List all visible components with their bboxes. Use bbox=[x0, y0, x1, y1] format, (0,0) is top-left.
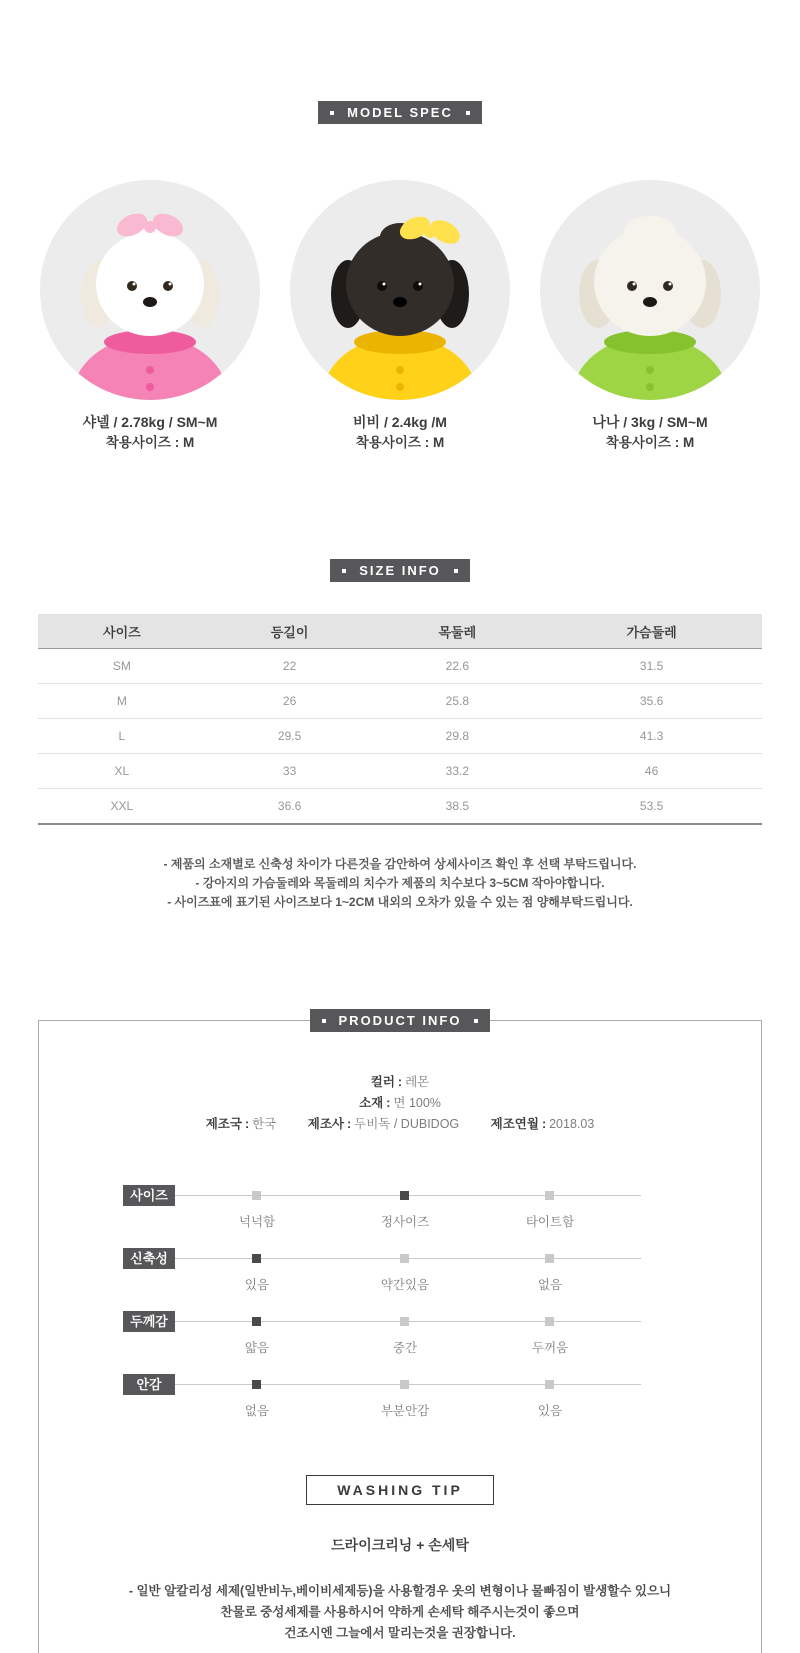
model-photo-chanel bbox=[40, 180, 260, 400]
indicator-label: 안감 bbox=[123, 1374, 175, 1395]
model-spec-title-box bbox=[318, 101, 482, 124]
indicator-label: 두께감 bbox=[123, 1311, 175, 1332]
cell: 46 bbox=[541, 754, 762, 789]
indicator-square bbox=[400, 1317, 409, 1326]
product-attributes bbox=[39, 1072, 761, 1135]
cell: 29.8 bbox=[373, 719, 541, 754]
indicator-square bbox=[545, 1191, 554, 1200]
cell: XL bbox=[38, 754, 206, 789]
indicator-row-thickness bbox=[39, 1311, 761, 1374]
size-table bbox=[38, 614, 762, 825]
material-label: 소재 bbox=[359, 1096, 384, 1110]
model-spec-title-bar bbox=[0, 101, 800, 124]
date-label: 제조연월 bbox=[490, 1117, 539, 1131]
indicator-square bbox=[545, 1380, 554, 1389]
model-wear-size: 착용사이즈 : M bbox=[605, 435, 695, 450]
dog-illustration-icon bbox=[40, 180, 260, 400]
cell: 22.6 bbox=[373, 649, 541, 684]
col-header-back-length: 등길이 bbox=[206, 614, 374, 649]
date-value: 2018.03 bbox=[549, 1117, 595, 1131]
maker-value: 두비독 / DUBIDOG bbox=[354, 1117, 460, 1131]
indicator-square bbox=[400, 1380, 409, 1389]
product-info-panel bbox=[38, 1013, 762, 1653]
cell: M bbox=[38, 684, 206, 719]
date-group: 제조연월 : 2018.03 bbox=[490, 1117, 595, 1131]
washing-note-line: - 일반 알칼리성 세제(일반비누,베이비세제등)을 사용할경우 옷의 변형이나 물빠짐이 발생할수 있으니 bbox=[128, 1584, 672, 1598]
table-row-xxl bbox=[38, 789, 762, 825]
cell: 25.8 bbox=[373, 684, 541, 719]
title-dot-icon bbox=[330, 111, 334, 115]
table-row-xl bbox=[38, 754, 762, 789]
table-row-sm bbox=[38, 649, 762, 684]
origin-label: 제조국 bbox=[205, 1117, 242, 1131]
indicator-row-lining bbox=[39, 1374, 761, 1437]
indicator-option: 있음 bbox=[537, 1404, 563, 1418]
indicator-option: 넉넉함 bbox=[238, 1215, 276, 1229]
cell: 53.5 bbox=[541, 789, 762, 825]
indicator-option: 정사이즈 bbox=[380, 1215, 430, 1229]
indicator-option: 타이트함 bbox=[525, 1215, 575, 1229]
washing-notes bbox=[39, 1581, 761, 1644]
table-row-l bbox=[38, 719, 762, 754]
size-table-header-row bbox=[38, 614, 762, 649]
indicator-square bbox=[545, 1317, 554, 1326]
product-material-line: 소재 : 면 100% bbox=[359, 1096, 441, 1110]
model-card-chanel bbox=[40, 180, 260, 453]
cell: 41.3 bbox=[541, 719, 762, 754]
product-info-title-text: PRODUCT INFO bbox=[338, 1013, 462, 1028]
col-header-neck: 목둘레 bbox=[373, 614, 541, 649]
size-info-title-box bbox=[330, 559, 470, 582]
table-row-m bbox=[38, 684, 762, 719]
title-dot-icon bbox=[474, 1019, 478, 1023]
cell: SM bbox=[38, 649, 206, 684]
indicator-row-stretch bbox=[39, 1248, 761, 1311]
washing-tip-title-wrap bbox=[39, 1475, 761, 1505]
product-color-line: 컬러 : 레몬 bbox=[370, 1075, 430, 1089]
cell: 33 bbox=[206, 754, 374, 789]
origin-value: 한국 bbox=[252, 1117, 277, 1131]
cell: 38.5 bbox=[373, 789, 541, 825]
maker-label: 제조사 bbox=[307, 1117, 344, 1131]
product-info-title-box bbox=[310, 1009, 491, 1032]
product-info-title-bar bbox=[39, 1009, 761, 1032]
dog-illustration-icon bbox=[540, 180, 760, 400]
origin-group: 제조국 : 한국 bbox=[205, 1117, 277, 1131]
material-value: 면 100% bbox=[393, 1096, 441, 1110]
indicator-square bbox=[252, 1317, 261, 1326]
model-wear-size: 착용사이즈 : M bbox=[105, 435, 195, 450]
cell: L bbox=[38, 719, 206, 754]
size-info-title-bar bbox=[0, 559, 800, 582]
indicator-option: 없음 bbox=[244, 1404, 270, 1418]
cell: 36.6 bbox=[206, 789, 374, 825]
product-origin-line bbox=[39, 1114, 761, 1135]
washing-note-line: 건조시엔 그늘에서 말리는것을 권장합니다. bbox=[284, 1626, 516, 1640]
indicator-option: 두꺼움 bbox=[531, 1341, 569, 1355]
cell: 31.5 bbox=[541, 649, 762, 684]
indicator-option: 없음 bbox=[537, 1278, 563, 1292]
indicator-square bbox=[400, 1254, 409, 1263]
indicator-option: 있음 bbox=[244, 1278, 270, 1292]
model-card-nana bbox=[540, 180, 760, 453]
indicator-row-size bbox=[39, 1185, 761, 1248]
col-header-chest: 가슴둘레 bbox=[541, 614, 762, 649]
model-photo-nana bbox=[540, 180, 760, 400]
size-note-line: - 제품의 소재별로 신축성 차이가 다른것을 감안하여 상세사이즈 확인 후 선택 부탁드립니다. bbox=[163, 857, 637, 871]
indicator-square bbox=[400, 1191, 409, 1200]
cell: 22 bbox=[206, 649, 374, 684]
size-notes bbox=[0, 855, 800, 912]
title-dot-icon bbox=[454, 569, 458, 573]
washing-note-line: 찬물로 중성세제를 사용하시어 약하게 손세탁 해주시는것이 좋으며 bbox=[220, 1605, 580, 1619]
indicator-option: 중간 bbox=[392, 1341, 418, 1355]
indicator-square bbox=[252, 1380, 261, 1389]
model-card-bibi bbox=[290, 180, 510, 453]
indicator-square bbox=[252, 1254, 261, 1263]
cell: 29.5 bbox=[206, 719, 374, 754]
model-caption: 비비 / 2.4kg /M bbox=[353, 414, 447, 430]
indicator-option: 약간있음 bbox=[380, 1278, 430, 1292]
cell: 26 bbox=[206, 684, 374, 719]
indicator-square bbox=[545, 1254, 554, 1263]
indicator-option: 얇음 bbox=[244, 1341, 270, 1355]
title-dot-icon bbox=[466, 111, 470, 115]
indicator-label: 신축성 bbox=[123, 1248, 175, 1269]
maker-group: 제조사 : 두비독 / DUBIDOG bbox=[307, 1117, 460, 1131]
col-header-size: 사이즈 bbox=[38, 614, 206, 649]
indicator-label: 사이즈 bbox=[123, 1185, 175, 1206]
cell: XXL bbox=[38, 789, 206, 825]
model-caption: 샤넬 / 2.78kg / SM~M bbox=[82, 414, 218, 430]
size-info-title-text: SIZE INFO bbox=[359, 563, 441, 578]
washing-tip-title: WASHING TIP bbox=[306, 1475, 494, 1505]
title-dot-icon bbox=[322, 1019, 326, 1023]
size-note-line: - 강아지의 가슴둘레와 목둘레의 치수가 제품의 치수보다 3~5CM 작아야합니다. bbox=[195, 876, 605, 890]
model-caption: 나나 / 3kg / SM~M bbox=[592, 414, 708, 430]
model-photo-row bbox=[0, 180, 800, 453]
dog-illustration-icon bbox=[290, 180, 510, 400]
cell: 33.2 bbox=[373, 754, 541, 789]
title-dot-icon bbox=[342, 569, 346, 573]
washing-method: 드라이크리닝 + 손세탁 bbox=[331, 1537, 469, 1553]
size-note-line: - 사이즈표에 표기된 사이즈보다 1~2CM 내외의 오차가 있을 수 있는 점 양해부탁드립니다. bbox=[167, 895, 633, 909]
indicator-square bbox=[252, 1191, 261, 1200]
model-photo-bibi bbox=[290, 180, 510, 400]
color-label: 컬러 bbox=[370, 1075, 395, 1089]
fit-indicators bbox=[39, 1185, 761, 1437]
color-value: 레몬 bbox=[405, 1075, 430, 1089]
indicator-option: 부분안감 bbox=[380, 1404, 430, 1418]
model-spec-title-text: MODEL SPEC bbox=[347, 105, 453, 120]
cell: 35.6 bbox=[541, 684, 762, 719]
model-wear-size: 착용사이즈 : M bbox=[355, 435, 445, 450]
